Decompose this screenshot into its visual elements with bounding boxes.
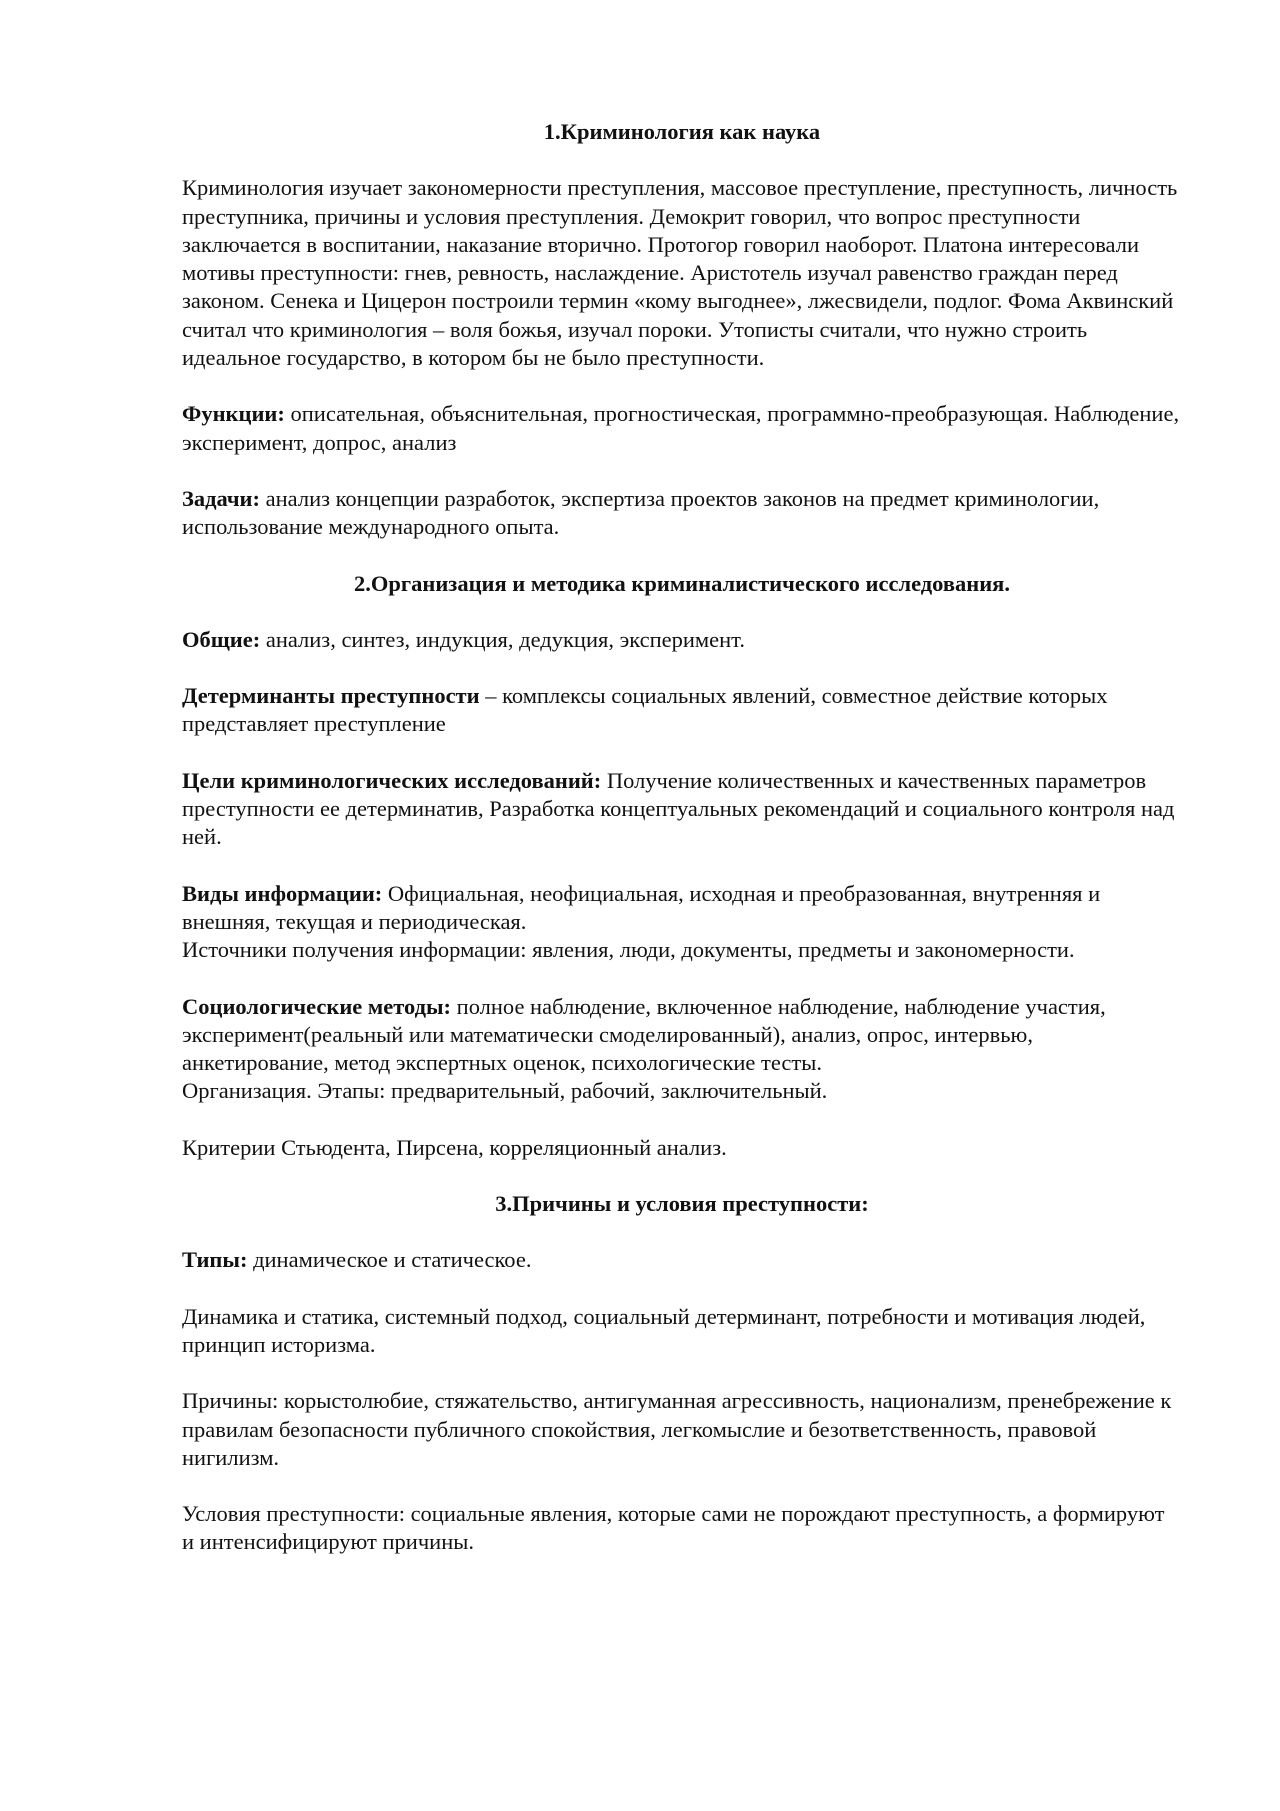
information-types-paragraph — [182, 880, 1182, 965]
information-types-label: Виды информации: — [182, 880, 383, 906]
document-page — [182, 118, 1182, 1585]
sociological-methods-paragraph — [182, 993, 1182, 1106]
causes-paragraph: Причины: корыстолюбие, стяжательство, антигуманная агрессивность, национализм, пренебрежение к правилам безопасности публичного спокойствия, легкомыслие и безответственность, правовой нигилизм. — [182, 1388, 1172, 1470]
general-methods-paragraph — [182, 626, 1182, 654]
types-paragraph — [182, 1246, 1182, 1274]
section-1-intro-paragraph: Криминология изучает закономерности преступления, массовое преступление, преступность, личность преступника, причины и условия преступления. Демокрит говорил, что вопрос преступности заключается в воспитании, наказание вторично. Протогор говорил наоборот. Платона интересовали мотивы преступности: гнев, ревность, наслаждение. Аристотель изучал равенство граждан перед законом. Сенека и Цицерон построили термин «кому выгоднее», лжесвидели, подлог. Фома Аквинский считал что криминология – воля божья, изучал пороки. Утописты считали, что нужно строить идеальное государство, в котором бы не было преступности. — [182, 175, 1178, 371]
organization-stages-text: Организация. Этапы: предварительный, рабочий, заключительный. — [182, 1078, 828, 1104]
types-text: динамическое и статическое. — [247, 1247, 532, 1273]
sociological-methods-label: Социологические методы: — [182, 993, 452, 1019]
types-label: Типы: — [182, 1247, 248, 1273]
section-2-heading: 2.Организация и методика криминалистического исследования. — [354, 570, 1010, 596]
research-goals-text: Получение количественных и качественных параметров преступности ее детерминатив, Разработка концептуальных рекомендаций и социального контроля над ней. — [182, 767, 1175, 850]
research-goals-label: Цели криминологических исследований: — [182, 767, 602, 793]
section-1-heading: 1.Криминология как наука — [543, 119, 821, 144]
tasks-label: Задачи: — [182, 485, 261, 511]
determinants-label: Детерминанты преступности — [182, 683, 480, 709]
determinants-text: – комплексы социальных явлений, совместное действие которых представляет преступление — [182, 683, 1108, 737]
functions-label: Функции: — [182, 401, 285, 427]
sociological-methods-text: полное наблюдение, включенное наблюдение, наблюдение участия, эксперимент(реальный или математически смоделированный), анализ, опрос, интервью, анкетирование, метод экспертных оценок, психологические тесты. — [182, 993, 1106, 1076]
tasks-text: анализ концепции разработок, экспертиза проектов законов на предмет криминологии, использование международного опыта. — [182, 485, 1100, 540]
criteria-paragraph: Критерии Стьюдента, Пирсена, корреляционный анализ. — [182, 1134, 727, 1160]
determinants-paragraph — [182, 682, 1182, 739]
information-sources-text: Источники получения информации: явления, люди, документы, предметы и закономерности. — [182, 937, 1075, 963]
dynamics-paragraph: Динамика и статика, системный подход, социальный детерминант, потребности и мотивация людей, принцип историзма. — [182, 1303, 1146, 1357]
information-types-text: Официальная, неофициальная, исходная и преобразованная, внутренняя и внешняя, текущая и периодическая. — [182, 880, 1101, 934]
conditions-paragraph: Условия преступности: социальные явления, которые сами не порождают преступность, а формируют и интенсифицируют причины. — [182, 1501, 1165, 1555]
section-3-heading: 3.Причины и условия преступности: — [495, 1191, 869, 1217]
research-goals-paragraph — [182, 767, 1182, 852]
general-methods-label: Общие: — [182, 626, 261, 652]
general-methods-text: анализ, синтез, индукция, дедукция, эксперимент. — [260, 626, 745, 652]
tasks-paragraph — [182, 485, 1182, 542]
functions-text: описательная, объяснительная, прогностическая, программно-преобразующая. Наблюдение, эксперимент, допрос, анализ — [182, 401, 1180, 455]
functions-paragraph — [182, 400, 1182, 457]
